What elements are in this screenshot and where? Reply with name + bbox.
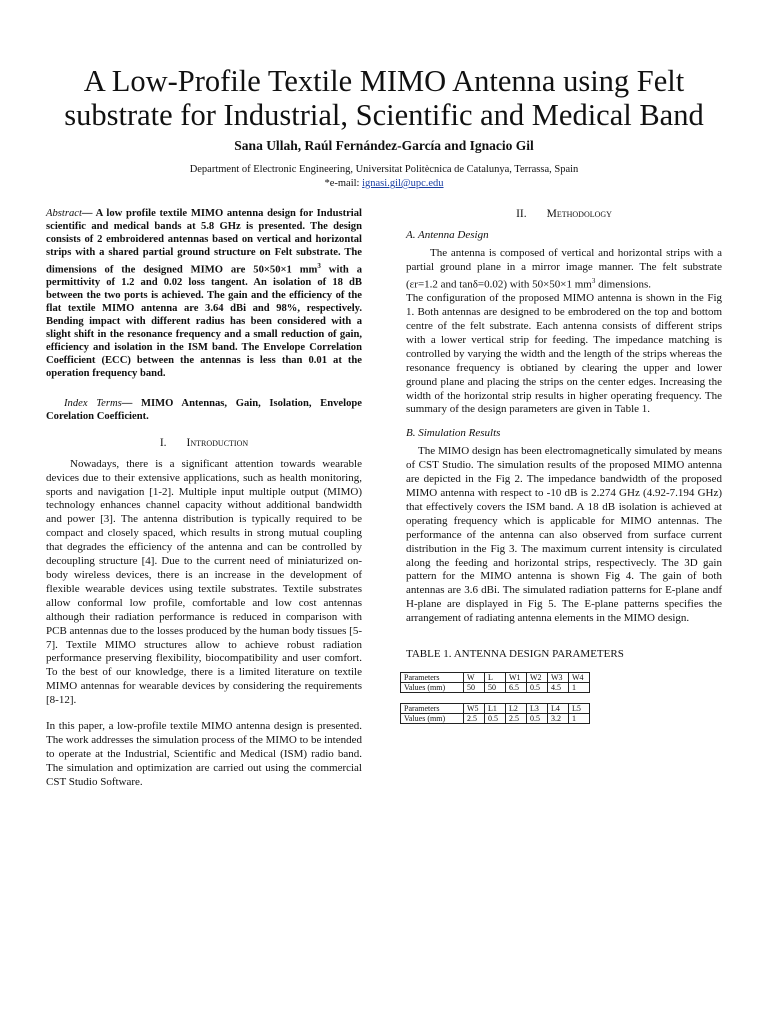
- table-cell: L1: [485, 703, 506, 713]
- table-cell: W5: [464, 703, 485, 713]
- parameters-table-1: [400, 672, 590, 693]
- section-title: Introduction: [186, 436, 249, 449]
- table-row: [401, 703, 590, 713]
- abstract-text: A low profile textile MIMO antenna design for Industrial scientific and medical bands at 5.8 GHz is presented. The design consists of 2 embroidered antennas based on vertical and horizontal strips with a shared partial ground structure on Felt substrate. The dimensions of the designed MIMO are 50×50×1 mm: [46, 208, 362, 276]
- section-title: Methodology: [546, 208, 612, 220]
- table-row: [401, 682, 590, 692]
- section-heading-introduction: [46, 437, 362, 451]
- table-cell: 1: [569, 682, 590, 692]
- table-cell: 0.5: [527, 682, 548, 692]
- author-list: Sana Ullah, Raúl Fernández-García and Ignacio Gil: [234, 138, 534, 153]
- table-cell: W4: [569, 672, 590, 682]
- table-cell: L4: [548, 703, 569, 713]
- table-cell: L3: [527, 703, 548, 713]
- section-number: II.: [516, 208, 527, 220]
- email-label: *e-mail:: [324, 178, 363, 189]
- table-cell: Parameters: [401, 703, 464, 713]
- table-row: [401, 672, 590, 682]
- table-cell: 3.2: [548, 713, 569, 723]
- table-cell: 0.5: [527, 713, 548, 723]
- table-cell: 6.5: [506, 682, 527, 692]
- paper-title: A Low-Profile Textile MIMO Antenna using Felt substrate for Industrial, Scientific and Medical Band: [64, 64, 704, 132]
- left-column: [46, 208, 362, 790]
- abstract: [46, 208, 362, 381]
- table-cell: L5: [569, 703, 590, 713]
- parameters-table-2: [400, 703, 590, 724]
- affiliation-block: [30, 163, 738, 191]
- email-line: [30, 177, 738, 191]
- abstract-text-2: with a permittivity of 1.2 and 0.02 loss tangent. An isolation of 18 dB between the two ports is achieved. The gain and the efficiency of the flat textile MIMO antenna are 3.64 dBi and 98%, respectively. Bending impact with different radius has been considered with a slight shift in the resonance frequency and a small reduction of gain, efficiency and isolation in the ISM band. The Envelope Correlation Coefficient (ECC) between the antennas is less than 0.01 at the operation frequency band.: [46, 264, 362, 379]
- antenna-text-1b: dimensions.: [595, 278, 651, 291]
- table-cell: Values (mm): [401, 682, 464, 692]
- table-caption: TABLE 1. ANTENNA DESIGN PARAMETERS: [406, 648, 624, 661]
- section-number: I.: [159, 436, 167, 449]
- table-cell: 2.5: [464, 713, 485, 723]
- simulation-paragraph: The MIMO design has been electromagnetically simulated by means of CST Studio. The simulation results of the proposed MIMO antenna are depicted in the Fig 2. The impedance bandwidth of the proposed MIMO antenna with respect to -10 dB is 2.274 GHz (4.92-7.194 GHz) that effectively covers the ISM band. A 18 dB isolation is achieved at operating frequency which is applicable for MIMO antennas. The performance of the antenna can also observed from surface current distribution in the Fig 3. The maximum current intensity is circulated along the feeding and horizontal strips, respectivecly. The 3D gain pattern for the MIMO antenna is shown Fig 4. The gain of both antennas are 3.6 dBi. The simulated radiation patterns for E-plane andf H-plane are displayed in Fig 5. The E-plane patterns specifies the arrangement of radiating antenna elements in the MIMO design.: [406, 445, 722, 625]
- table-cell: W2: [527, 672, 548, 682]
- table-cell: 50: [485, 682, 506, 692]
- index-terms: [46, 398, 362, 424]
- section-heading-methodology: [406, 208, 722, 222]
- table-cell: 2.5: [506, 713, 527, 723]
- right-column: [406, 208, 722, 724]
- table-cell: W1: [506, 672, 527, 682]
- subsection-antenna-design: A. Antenna Design: [406, 228, 489, 241]
- table-row: [401, 713, 590, 723]
- table-cell: 1: [569, 713, 590, 723]
- intro-paragraph-2: In this paper, a low-profile textile MIMO antenna design is presented. The work addresses the simulation process of the MIMO to be intended to operate at the Industrial, Scientific and Medical (ISM) radio band. The simulation and optimization are carried out using the commercial CST Studio Software.: [46, 720, 362, 788]
- abstract-dash: —: [81, 208, 96, 219]
- table-cell: L2: [506, 703, 527, 713]
- antenna-sup: 3: [591, 276, 596, 285]
- index-terms-dash: —: [121, 397, 141, 409]
- antenna-text-1a: The antenna is composed of vertical and horizontal strips with a partial ground plane in a mirror image manner. The felt substrate (εr=1.2 and tanδ=0.02) with 50×50×1 mm: [406, 246, 722, 291]
- email-link[interactable]: ignasi.gil@upc.edu: [362, 178, 444, 189]
- index-terms-text: MIMO Antennas, Gain, Isolation, Envelope Corelation Coefficient.: [46, 397, 362, 422]
- table-cell: W3: [548, 672, 569, 682]
- table-cell: 50: [464, 682, 485, 692]
- table-cell: L: [485, 672, 506, 682]
- affiliation: Department of Electronic Engineering, Universitat Politècnica de Catalunya, Terrassa, Spain: [189, 164, 579, 175]
- index-terms-label: Index Terms: [64, 397, 122, 409]
- table-cell: Parameters: [401, 672, 464, 682]
- antenna-paragraph-2: The configuration of the proposed MIMO antenna is shown in the Fig 1. Both antennas are designed to be embrodered on the top and bottom centre of the felt substrate. Each antenna consists of different strips with a lower vertical strip for feeding. The impedance matching is controlled by varying the width and the length of the strips whereas the resonance frequency is obtianed by clearing the upper and lower ground plane and placing the strips on the center edges. Increasing the width of the horizontal strip results in higher operating frequency. The summary of the design parameters are given in Table 1.: [406, 292, 722, 416]
- table-cell: W: [464, 672, 485, 682]
- table-cell: 4.5: [548, 682, 569, 692]
- subsection-simulation-results: B. Simulation Results: [406, 427, 501, 440]
- table-cell: Values (mm): [401, 713, 464, 723]
- table-cell: 0.5: [485, 713, 506, 723]
- abstract-sup: 3: [317, 261, 321, 270]
- intro-paragraph-1: Nowadays, there is a significant attention towards wearable devices due to their extensive applications, such as health monitoring, sports and navigation [1-2]. Multiple input multiple output (MIMO) technology enhances channel capacity without additional bandwidth and power [3]. The antenna distribution is typically required to be compact and closely spaced, which results in strong mutual coupling that degrades the efficiency of the antenna and can be controlled by decoupling structure [4]. Due to the current need of miniaturized on-body wireless devices, there is an increase in the development of flexible wearable devices using textile substrates. Textile substrates allow conformal low profile, comfortable and low cost antennas although their radiation performance is reduced in comparison with PCB antennas due to the losses produced by the human body tissues [5-7]. Textile MIMO structures allow to achieve robust radiation performance preserving flexibility, biocompatibility and user comfort. To the best of our knowledge, there is a limited literature on textile MIMO antennas for wearable devices by considering the requirements [8-12].: [46, 457, 362, 707]
- antenna-paragraph-1: [406, 247, 722, 292]
- abstract-label: Abstract: [46, 208, 82, 219]
